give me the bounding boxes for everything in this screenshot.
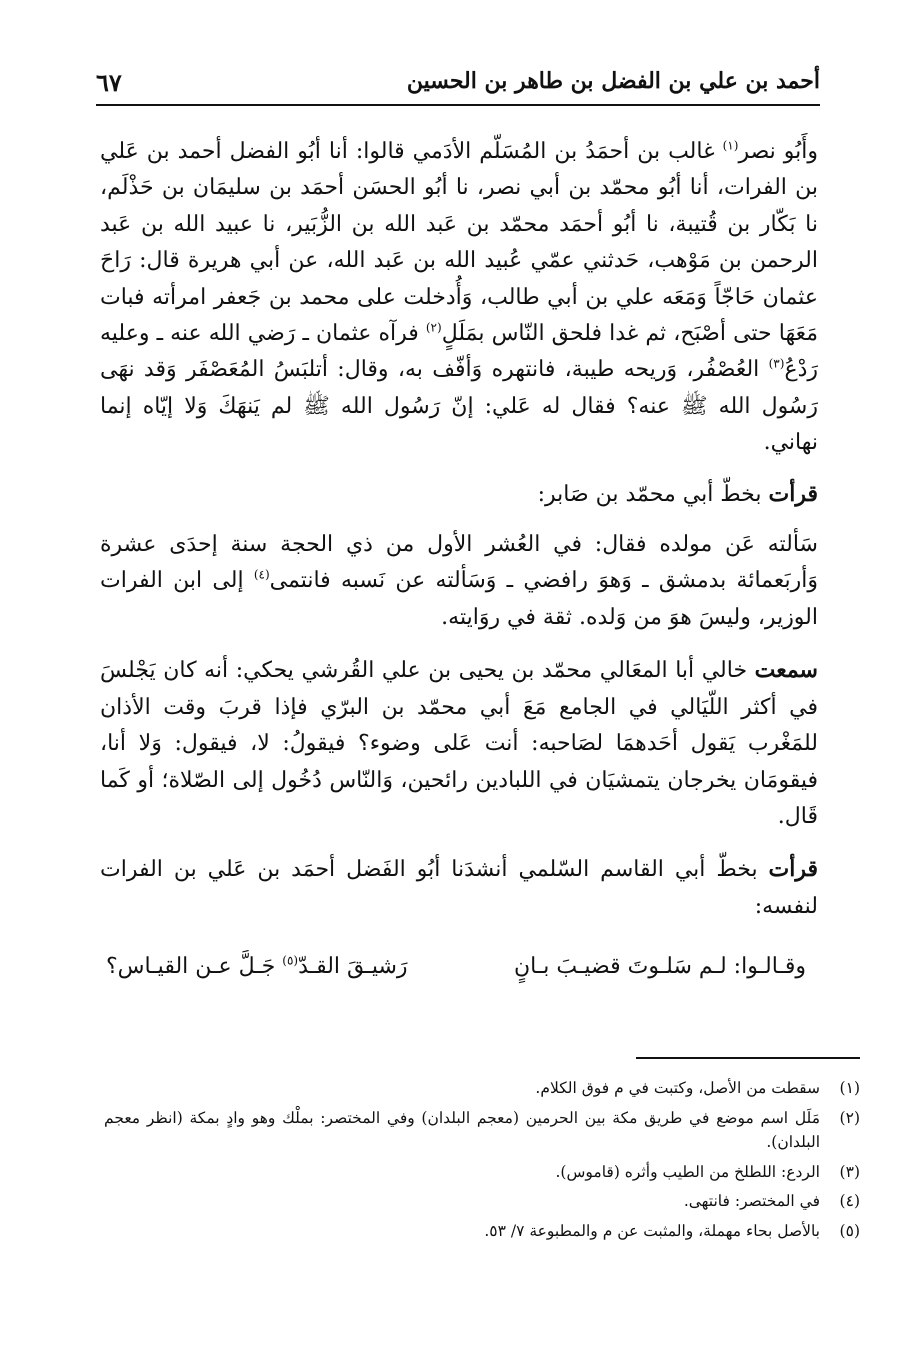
footnote-ref-4: (٤) (253, 568, 270, 583)
text-run: بخطّ أبي القاسم السّلمي أنشدَنا أبُو الفَضل أحمَد بن عَلي بن الفرات لنفسه: (100, 857, 818, 919)
paragraph-birth (100, 527, 818, 636)
footnotes (104, 1076, 860, 1248)
footnote-number: (٤) (839, 1192, 860, 1210)
section-lead-word: قرأت (768, 856, 818, 883)
footnote-separator (636, 1057, 860, 1059)
text-run: جَـلَّ عـن القيـاس؟ (106, 954, 283, 980)
page-number: ٦٧ (96, 68, 122, 97)
text-run: إلى ابن الفرات الوزير، وليسَ هوَ من وَلده. ثقة في روَايته. (100, 568, 818, 630)
footnote-text: مَلَل اسم موضع في طريق مكة بين الحرمين (معجم البلدان) وفي المختصر: بملْك وهو وادٍ بمكة (انظر معجم البلدان). (104, 1108, 820, 1151)
verse-second-hemistich (106, 949, 408, 985)
page-header (96, 64, 820, 106)
text-run: وأَبُو نصر (738, 139, 819, 164)
footnote-text: الردع: اللطلخ من الطيب وأثره (قاموس). (555, 1162, 820, 1181)
footnote-text: في المختصر: فانتهى. (683, 1192, 820, 1210)
footnote-ref-5: (٥) (282, 953, 299, 968)
running-title: أحمد بن علي بن الفضل بن طاهر بن الحسين (406, 68, 820, 94)
text-run: بخطّ أبي محمّد بن صَابر: (537, 481, 769, 507)
footnote-number: (٢) (839, 1108, 860, 1127)
paragraph-narration (100, 652, 818, 835)
verse-first-hemistich: وقـالـوا: لـم سَلـوتَ قضيـبَ بـانٍ (513, 954, 806, 980)
text-run: سَألته عَن مولده فقال: في العُشر الأول من ذي الحجة سنة إحدَى عشرة وَأربَعمائة بدمشق ـ وَهوَ رافضي ـ وَسَألته عن نَسبه فانتمى (100, 532, 818, 594)
section-lead-word: سمعت (754, 657, 818, 684)
paragraph-hadith (100, 134, 818, 462)
section-1-intro (100, 476, 818, 513)
footnote (104, 1189, 860, 1214)
footnote (104, 1160, 860, 1185)
footnote-ref-3: (٣) (768, 357, 785, 372)
footnote-text: بالأصل بحاء مهملة، والمثبت عن م والمطبوعة ٧/ ٥٣. (484, 1221, 820, 1240)
footnote-ref-2: (٢) (425, 320, 442, 335)
text-run: غالب بن أحمَدُ بن المُسَلّم الأدَمي قالوا: أنا أبُو الفضل أحمد بن عَلي بن الفرات، أنا أبُو محمّد بن أبي نصر، نا أبُو الحسَن أحمَد بن سليمَان بن حَذْلَم، نا بَكّار بن قُتيبة، نا أبُو أحمَد محمّد بن عَبد الله بن الزُّبَير، نا عبيد الله بن عَبد الرحمن بن مَوْهب، حَدثني عمّي عُبيد الله بن عَبد الله، عن أبي هريرة قال: رَاحَ عثمان حَاجّاً وَمَعَه علي بن أبي طالب، وَأُدخلت على محمد بن جَعفر امرأته فبات مَعَهَا حتى أصْبَح، ثم غدا فلحق النّاس بمَلَلٍ (100, 139, 818, 347)
main-text (100, 134, 818, 985)
poem-verse (100, 949, 818, 985)
text-run: خالي أبا المعَالي محمّد بن يحيى بن علي القُرشي يحكي: أنه كان يَجْلسَ في أكثر اللّيَالي في الجامع مَعَ أبي محمّد بن البرّي فإذا قربَ وقت الأذان للمَغْرب يَقول أحَدهمَا لصَاحبه: أنت عَلى وضوء؟ فيقولُ: لا، فيقول: وَلا أنا، فيقومَان يخرجان يتمشيَان في اللبادين رائحين، وَالنّاس دُخُول إلى الصّلاة؛ أو كَما قَال. (100, 658, 818, 829)
footnote (104, 1106, 860, 1155)
section-lead-word: قرأت (768, 480, 818, 507)
paragraph-poem-intro (100, 851, 818, 925)
footnote (104, 1076, 860, 1101)
text-run: فرآه عثمان ـ رَضي الله عنه ـ وعليه رَدْعُ (100, 321, 818, 383)
footnote (104, 1219, 860, 1244)
footnote-ref-1: (١) (722, 138, 739, 153)
footnote-text: سقطت من الأصل، وكتبت في م فوق الكلام. (535, 1079, 820, 1097)
footnote-number: (٥) (839, 1221, 860, 1240)
text-run: العُصْفُر، وَريحه طيبة، فانتهره وَأفّف به، وقال: أتلبَسُ المُعَصْفَر وَقد نهَى رَسُول الله ﷺ عنه؟ فقال له عَلي: إنّ رَسُول الله ﷺ لم يَنهَكَ وَلا إيّاه إنما نهاني. (100, 357, 818, 456)
text-run: رَشيـقَ القـدّ (298, 954, 408, 980)
footnote-number: (٣) (839, 1162, 860, 1181)
footnote-number: (١) (839, 1079, 860, 1097)
